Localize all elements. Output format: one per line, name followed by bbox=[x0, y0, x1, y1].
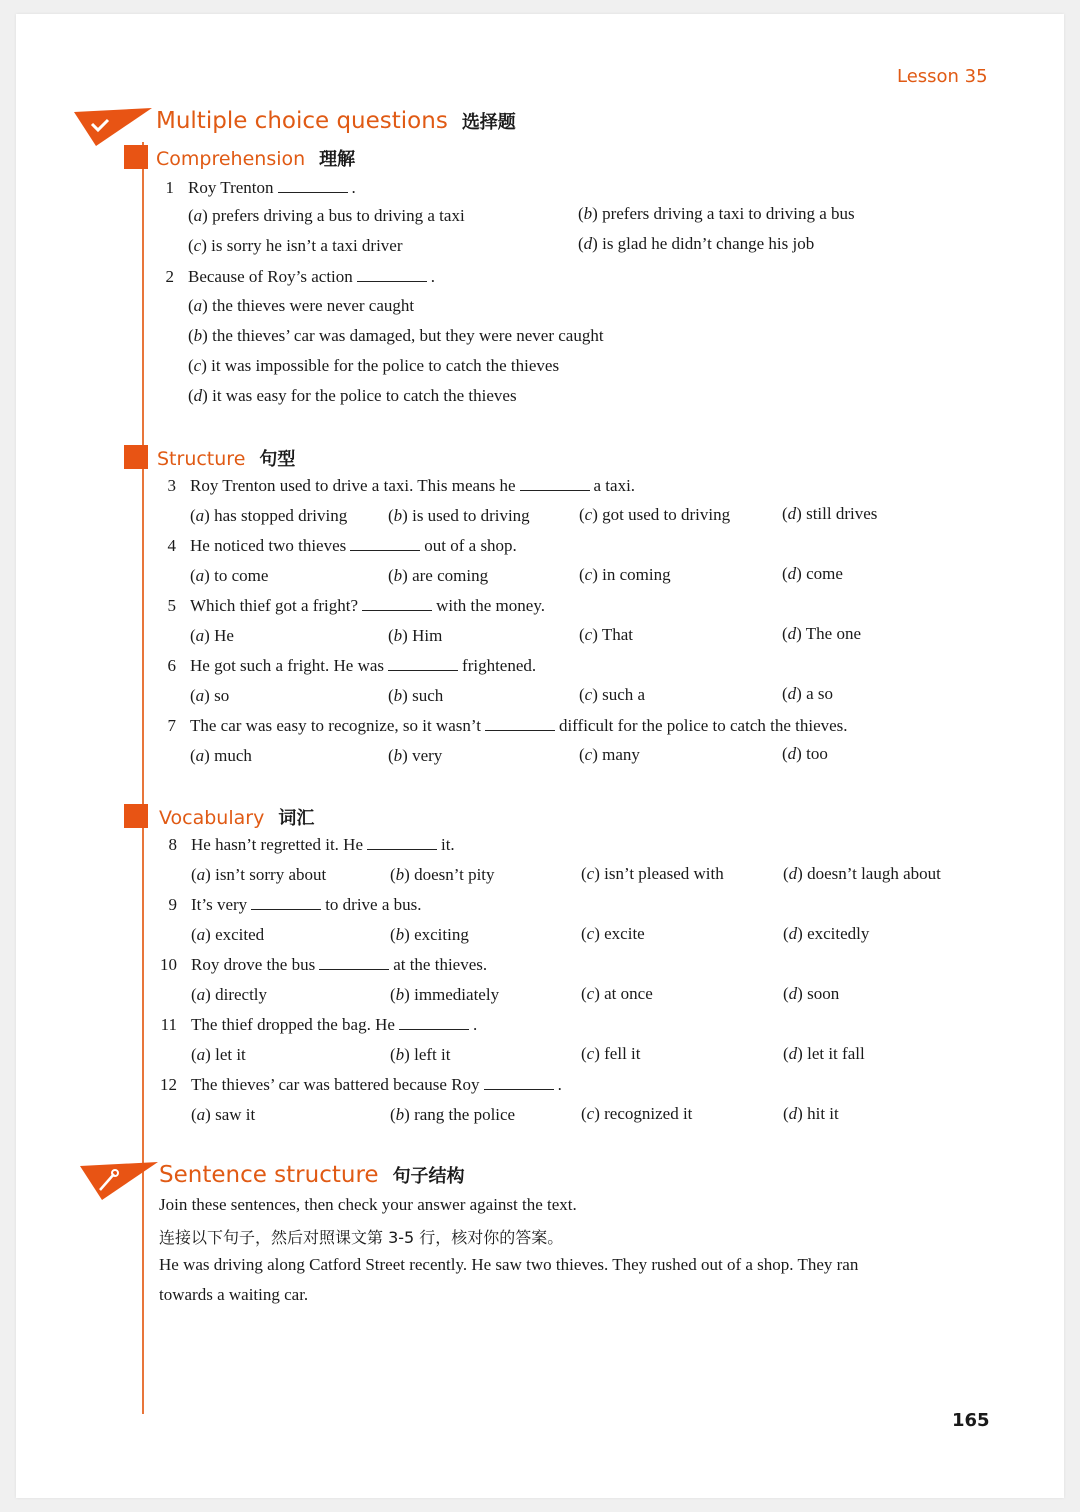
question-number: 2 bbox=[165, 267, 174, 286]
question-stem: Roy Trenton . bbox=[188, 178, 356, 197]
option-b: (b) is used to driving bbox=[388, 506, 530, 525]
checkmark-icon bbox=[74, 108, 154, 148]
option-b: (b) the thieves’ car was damaged, but they were never caught bbox=[188, 326, 604, 345]
option-a: (a) to come bbox=[190, 566, 269, 585]
option-d: (d) excitedly bbox=[783, 924, 870, 943]
question-number: 7 bbox=[167, 716, 176, 735]
option-a: (a) let it bbox=[191, 1045, 246, 1064]
option-a: (a) He bbox=[190, 626, 234, 645]
option-a: (a) much bbox=[190, 746, 252, 765]
option-d: (d) is glad he didn’t change his job bbox=[578, 234, 815, 253]
option-c: (c) excite bbox=[581, 924, 645, 943]
option-c: (c) at once bbox=[581, 984, 653, 1003]
option-b: (b) such bbox=[388, 686, 444, 705]
option-c: (c) recognized it bbox=[581, 1104, 693, 1123]
option-a: (a) saw it bbox=[191, 1105, 256, 1124]
option-a: (a) excited bbox=[191, 925, 265, 944]
question-number: 9 bbox=[168, 895, 177, 914]
section-square bbox=[124, 445, 148, 469]
option-d: (d) The one bbox=[782, 624, 862, 643]
option-b: (b) are coming bbox=[388, 566, 489, 585]
question-number: 11 bbox=[160, 1015, 177, 1034]
wrench-icon bbox=[80, 1162, 160, 1202]
vocabulary-title: Vocabulary bbox=[159, 807, 265, 829]
option-c: (c) such a bbox=[579, 685, 646, 704]
option-b: (b) exciting bbox=[390, 925, 469, 944]
option-a: (a) has stopped driving bbox=[190, 506, 348, 525]
comprehension-heading bbox=[156, 145, 355, 171]
question-stem: The thieves’ car was battered because Roy . bbox=[191, 1075, 562, 1094]
margin-rule bbox=[142, 142, 144, 1414]
comprehension-title: Comprehension bbox=[156, 148, 306, 170]
option-d: (d) too bbox=[782, 744, 828, 763]
passage-line: towards a waiting car. bbox=[159, 1285, 309, 1304]
option-b: (b) rang the police bbox=[390, 1105, 516, 1124]
option-d: (d) come bbox=[782, 564, 843, 583]
option-c: (c) is sorry he isn’t a taxi driver bbox=[188, 236, 403, 255]
question-stem: It’s very to drive a bus. bbox=[191, 895, 422, 914]
option-c: (c) isn’t pleased with bbox=[581, 864, 724, 883]
mcq-heading bbox=[156, 108, 516, 134]
option-a: (a) the thieves were never caught bbox=[188, 296, 415, 315]
option-d: (d) let it fall bbox=[783, 1044, 865, 1063]
question-number: 3 bbox=[167, 476, 176, 495]
option-d: (d) still drives bbox=[782, 504, 878, 523]
option-c: (c) in coming bbox=[579, 565, 671, 584]
structure-title: Structure bbox=[157, 448, 246, 470]
mcq-title-cn: 选择题 bbox=[461, 112, 516, 133]
option-b: (b) prefers driving a taxi to driving a bus bbox=[578, 204, 855, 223]
option-d: (d) doesn’t laugh about bbox=[783, 864, 941, 883]
question-stem: The car was easy to recognize, so it wasn’t difficult for the police to catch the thieves. bbox=[190, 716, 848, 735]
option-d: (d) soon bbox=[783, 984, 840, 1003]
question-number: 12 bbox=[160, 1075, 177, 1094]
question-stem: Roy Trenton used to drive a taxi. This means he a taxi. bbox=[190, 476, 636, 495]
structure-title-cn: 句型 bbox=[259, 449, 296, 470]
sentence-structure-heading bbox=[159, 1162, 465, 1188]
option-d: (d) hit it bbox=[783, 1104, 839, 1123]
lesson-label: Lesson 35 bbox=[897, 66, 988, 87]
mcq-title: Multiple choice questions bbox=[156, 108, 448, 134]
option-c: (c) got used to driving bbox=[579, 505, 731, 524]
instruction-text: Join these sentences, then check your answer against the text. bbox=[159, 1195, 577, 1214]
question-number: 1 bbox=[165, 178, 174, 197]
option-b: (b) very bbox=[388, 746, 443, 765]
option-b: (b) immediately bbox=[390, 985, 500, 1004]
question-stem: The thief dropped the bag. He . bbox=[191, 1015, 478, 1034]
section-square bbox=[124, 804, 148, 828]
option-a: (a) prefers driving a bus to driving a taxi bbox=[188, 206, 465, 225]
option-a: (a) directly bbox=[191, 985, 268, 1004]
vocabulary-heading bbox=[159, 804, 314, 830]
comprehension-title-cn: 理解 bbox=[319, 149, 356, 170]
option-c: (c) That bbox=[579, 625, 633, 644]
question-number: 6 bbox=[167, 656, 176, 675]
question-number: 8 bbox=[168, 835, 177, 854]
option-c: (c) many bbox=[579, 745, 640, 764]
question-stem: Roy drove the bus at the thieves. bbox=[191, 955, 488, 974]
question-stem: Which thief got a fright? with the money. bbox=[190, 596, 545, 615]
passage-line: He was driving along Catford Street recently. He saw two thieves. They rushed out of a shop. They ran bbox=[159, 1255, 859, 1274]
question-number: 10 bbox=[160, 955, 177, 974]
instruction-text-cn: 连接以下句子，然后对照课文第 3-5 行，核对你的答案。 bbox=[159, 1228, 564, 1247]
structure-heading bbox=[157, 445, 295, 471]
option-a: (a) isn’t sorry about bbox=[191, 865, 327, 884]
page bbox=[16, 14, 1064, 1498]
option-b: (b) doesn’t pity bbox=[390, 865, 495, 884]
question-stem: He got such a fright. He was frightened. bbox=[190, 656, 537, 675]
option-a: (a) so bbox=[190, 686, 230, 705]
option-b: (b) left it bbox=[390, 1045, 451, 1064]
option-c: (c) fell it bbox=[581, 1044, 641, 1063]
question-number: 4 bbox=[167, 536, 176, 555]
question-number: 5 bbox=[167, 596, 176, 615]
sentence-structure-title-cn: 句子结构 bbox=[392, 1166, 465, 1187]
vocabulary-title-cn: 词汇 bbox=[278, 808, 315, 829]
option-c: (c) it was impossible for the police to catch the thieves bbox=[188, 356, 560, 375]
option-d: (d) it was easy for the police to catch the thieves bbox=[188, 386, 517, 405]
sentence-structure-title: Sentence structure bbox=[159, 1162, 379, 1188]
question-stem: Because of Roy’s action . bbox=[188, 267, 436, 286]
page-number: 165 bbox=[952, 1410, 990, 1431]
section-square bbox=[124, 145, 148, 169]
option-b: (b) Him bbox=[388, 626, 443, 645]
option-d: (d) a so bbox=[782, 684, 834, 703]
question-stem: He noticed two thieves out of a shop. bbox=[190, 536, 517, 555]
question-stem: He hasn’t regretted it. He it. bbox=[191, 835, 455, 854]
